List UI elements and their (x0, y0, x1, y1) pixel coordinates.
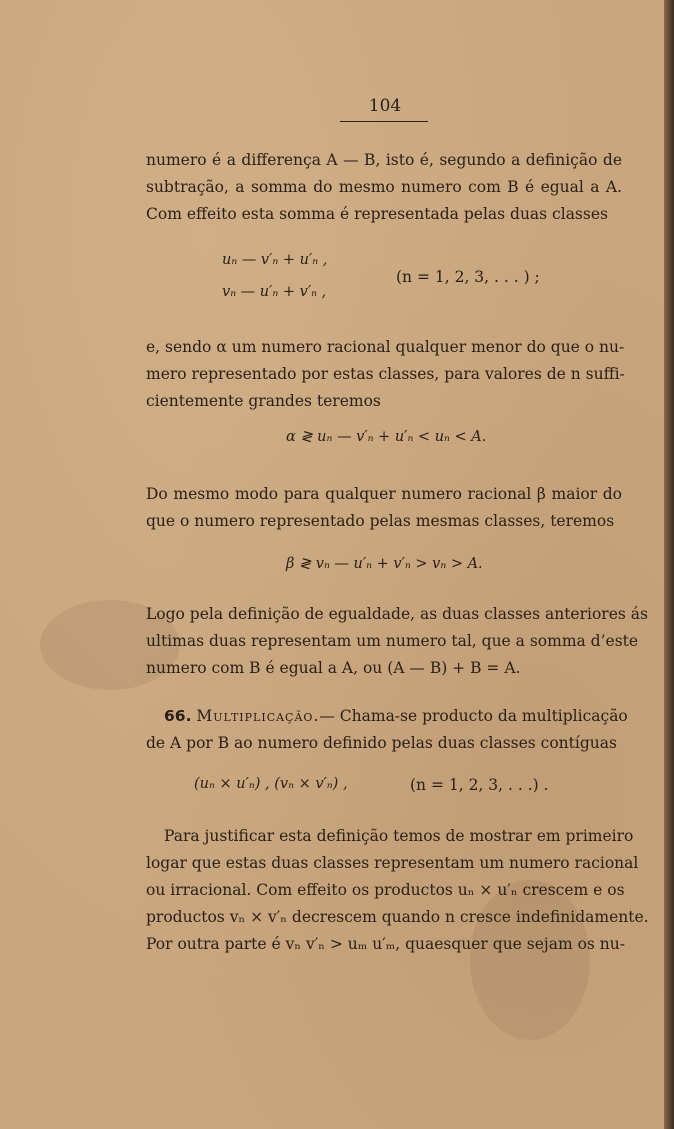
text-line: ultimas duas representam um numero tal, que a somma d’este (146, 632, 639, 650)
text-line: Por outra parte é vₙ v′ₙ > uₘ u′ₘ, quaesquer que sejam os nu- (146, 935, 625, 953)
text-line: que o numero representado pelas mesmas classes, teremos (146, 512, 615, 530)
section-number: 66. (164, 707, 192, 725)
text-line: numero com B é egual a A, ou (A — B) + B = A. (146, 659, 521, 677)
page-edge-shadow (664, 0, 674, 1129)
paragraph-3 (146, 481, 622, 535)
equation-1-row-1: uₙ — v′ₙ + u′ₙ , (222, 252, 328, 268)
paragraph-4 (146, 601, 648, 682)
paragraph-5 (146, 823, 649, 958)
text-line: ou irracional. Com effeito os productos uₙ × u′ₙ crescem e os (146, 881, 625, 899)
paragraph-2 (146, 334, 625, 415)
text-line: de A por B ao numero definido pelas duas classes contíguas (146, 734, 617, 752)
section-heading-line (146, 703, 628, 730)
text-line: logar que estas duas classes representam um numero racional (146, 854, 639, 872)
paragraph-1 (146, 147, 622, 228)
text-line: subtração, a somma do mesmo numero com B é egual a A. (146, 178, 622, 196)
page-number: 104 (368, 96, 402, 116)
section-66 (146, 703, 628, 757)
text-line: Com effeito esta somma é representada pelas duas classes (146, 205, 608, 223)
page-number-rule (340, 121, 428, 122)
equation-1-range: (n = 1, 2, 3, . . . ) ; (396, 268, 540, 286)
equation-4-range: (n = 1, 2, 3, . . .) . (410, 776, 549, 794)
text-line: mero representado por estas classes, para valores de n suffi- (146, 365, 625, 383)
equation-3: β ≷ vₙ — u′ₙ + v′ₙ > vₙ > A. (286, 556, 483, 572)
section-title: Multiplicação. (196, 707, 320, 725)
text-line: numero é a differença A — B, isto é, segundo a definição de (146, 151, 622, 169)
text-line: Logo pela definição de egualdade, as duas classes anteriores ás (146, 605, 648, 623)
text-line: Para justificar esta definição temos de mostrar em primeiro (164, 827, 634, 845)
equation-4-classes: (uₙ × u′ₙ) , (vₙ × v′ₙ) , (194, 776, 348, 792)
equation-2: α ≷ uₙ — v′ₙ + u′ₙ < uₙ < A. (286, 429, 487, 445)
text-line: cientemente grandes teremos (146, 392, 381, 410)
text-line: productos vₙ × v′ₙ decrescem quando n cresce indefinidamente. (146, 908, 649, 926)
equation-1-row-2: vₙ — u′ₙ + v′ₙ , (222, 284, 327, 300)
text-line: e, sendo α um numero racional qualquer menor do que o nu- (146, 338, 625, 356)
text-line: Do mesmo modo para qualquer numero racional β maior do (146, 485, 622, 503)
section-lead-text: — Chama-se producto da multiplicação (319, 707, 628, 725)
